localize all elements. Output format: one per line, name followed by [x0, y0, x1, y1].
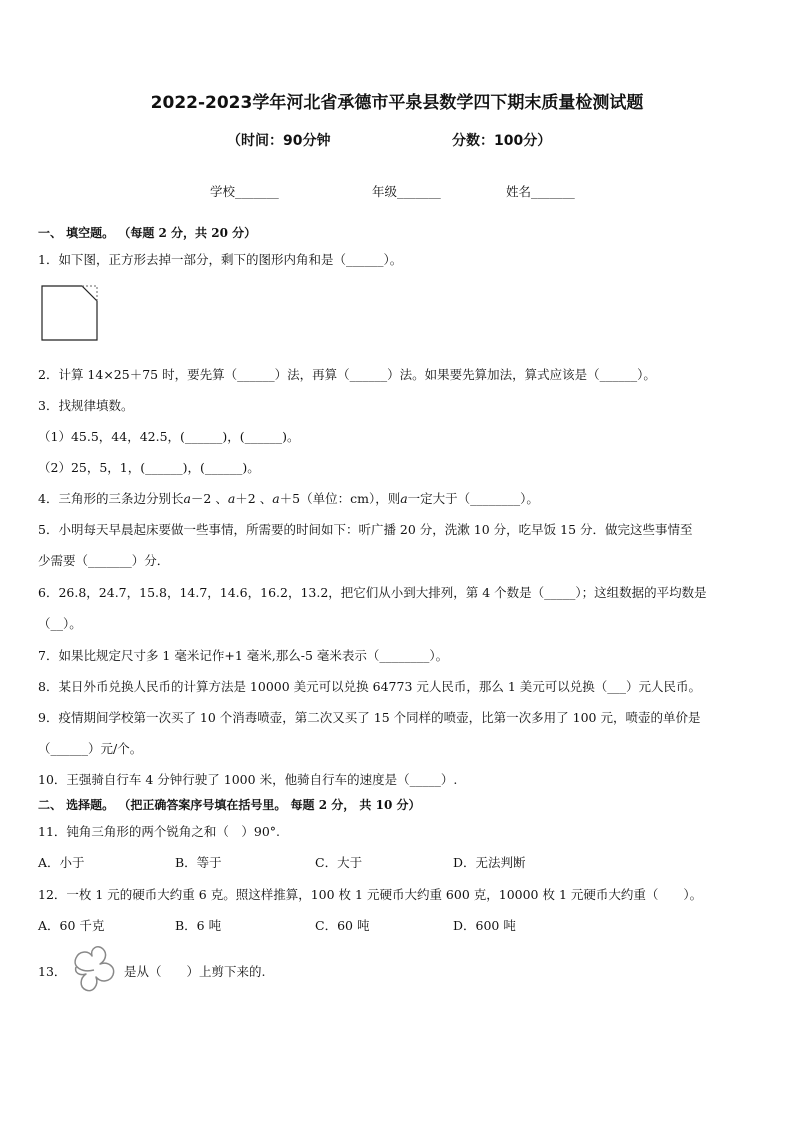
exam-score: 分数：100分） [452, 133, 552, 149]
question-11: 11．钝角三角形的两个锐角之和（ ）90°. [38, 824, 281, 839]
square-figure [40, 284, 100, 342]
question-5-line-1: 5．小明每天早晨起床要做一些事情，所需要的时间如下：听广播 20 分，洗漱 10 分，吃早饭 15 分．做完这些事情至 [38, 522, 693, 537]
question-7: 7．如果比规定尺寸多 1 毫米记作+1 毫米,那么-5 毫米表示（________）。 [38, 648, 449, 663]
section-heading-choice: 二、 选择题。 （把正确答案序号填在括号里。 每题 2 分， 共 10 分） [38, 798, 421, 812]
question-6-line-2: （__）。 [38, 616, 82, 631]
clover-shape-icon [68, 943, 120, 997]
question-8: 8．某日外币兑换人民币的计算方法是 10000 美元可以兑换 64773 元人民币，那么 1 美元可以兑换（___）元人民币。 [38, 679, 702, 694]
question-13-number: 13． [38, 964, 67, 979]
square-remaining-shape [42, 286, 97, 340]
q12-option-c: C．60 吨 [315, 918, 370, 933]
q11-option-b: B．等于 [175, 855, 222, 870]
q11-option-c: C．大于 [315, 855, 363, 870]
q12-option-b: B．6 吨 [175, 918, 222, 933]
question-3-part-2: （2）25，5，1，(______)，(______)。 [38, 460, 260, 475]
question-3: 3．找规律填数。 [38, 398, 134, 413]
question-13-text: 是从（ ）上剪下来的. [124, 964, 266, 979]
grade-field: 年级_______ [372, 184, 441, 199]
question-6-line-1: 6．26.8，24.7，15.8，14.7，14.6，16.2，13.2，把它们从小到大排列，第 4 个数是（_____）；这组数据的平均数是 [38, 585, 707, 600]
q12-option-a: A．60 千克 [38, 918, 105, 933]
school-field: 学校_______ [210, 184, 279, 199]
question-2: 2．计算 14×25＋75 时，要先算（______）法，再算（______）法。如果要先算加法，算式应该是（______）。 [38, 367, 656, 382]
question-9-line-1: 9．疫情期间学校第一次买了 10 个消毒喷壶，第二次又买了 15 个同样的喷壶，比第一次多用了 100 元，喷壶的单价是 [38, 710, 701, 725]
question-5-line-2: 少需要（_______）分． [38, 553, 170, 568]
name-field: 姓名_______ [506, 184, 575, 199]
q11-option-d: D．无法判断 [453, 855, 526, 870]
question-12: 12．一枚 1 元的硬币大约重 6 克。照这样推算，100 枚 1 元硬币大约重 600 克，10000 枚 1 元硬币大约重（ ）。 [38, 887, 703, 902]
page-title: 2022-2023学年河北省承德市平泉县数学四下期末质量检测试题 [150, 93, 644, 113]
question-10: 10．王强骑自行车 4 分钟行驶了 1000 米，他骑自行车的速度是（_____）. [38, 772, 458, 787]
section-heading-fill: 一、 填空题。 （每题 2 分，共 20 分） [38, 226, 257, 240]
question-4: 4．三角形的三条边分别长𝑎－2 、𝑎＋2 、𝑎＋5（单位：cm），则𝑎一定大于（________）。 [38, 491, 539, 506]
question-3-part-1: （1）45.5，44，42.5，(______)，(______)。 [38, 429, 300, 444]
exam-time: （时间：90分钟 [227, 133, 331, 149]
question-9-line-2: （______）元/个。 [38, 741, 143, 756]
q12-option-d: D．600 吨 [453, 918, 516, 933]
q11-option-a: A．小于 [38, 855, 85, 870]
question-1: 1．如下图，正方形去掉一部分，剩下的图形内角和是（______）。 [38, 252, 403, 267]
